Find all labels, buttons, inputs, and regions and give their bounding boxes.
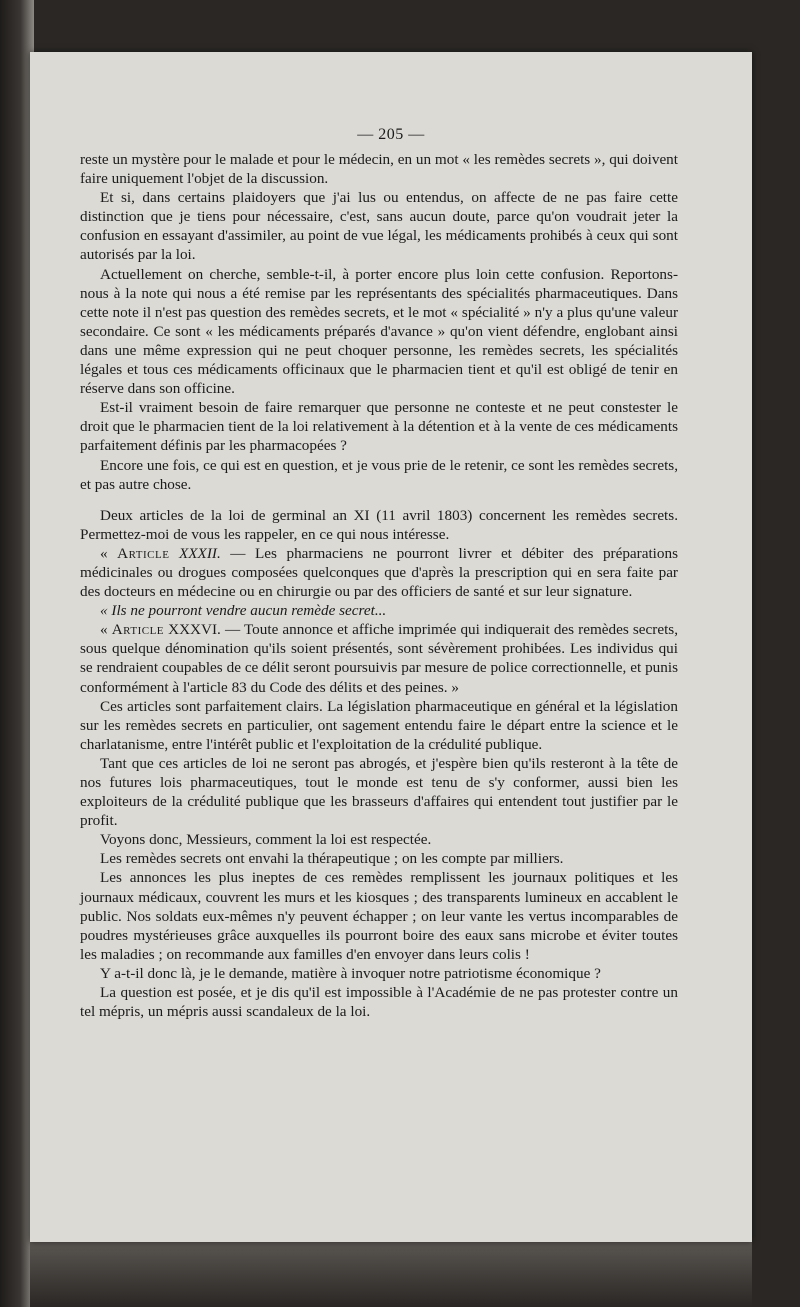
article-number: XXXII. bbox=[169, 544, 221, 562]
paragraph: Deux articles de la loi de germinal an XI (11 avril 1803) concernent les remèdes secrets. Permettez-moi de vous les rappeler, en ce qui nous intéresse. bbox=[80, 506, 678, 543]
article-text: XXXVI. — Toute annonce et affiche imprimée qui indiquerait des remèdes secrets, sous quelque dénomination qu'ils soient présentés, sont sévèrement prohibées. Les individus qui se rendraient coupables de ce délit seront poursuivis par mesure de police correctionnelle, et punis conformément à l'article 83 du Code des délits et des peines. » bbox=[80, 621, 678, 696]
body-text bbox=[80, 150, 678, 1021]
book-binding-edge bbox=[0, 0, 34, 1307]
book-page bbox=[30, 52, 752, 1242]
paragraph: Ces articles sont parfaitement clairs. La législation pharmaceutique en général et la législation sur les remèdes secrets en particulier, ont sagement entendu faire le départ entre la science et le charlatanisme, entre l'intérêt public et l'exploitation de la crédulité publique. bbox=[80, 697, 678, 753]
page-number: — 205 — bbox=[357, 126, 425, 143]
paragraph: La question est posée, et je dis qu'il est impossible à l'Académie de ne pas protester contre un tel mépris, un mépris aussi scandaleux de la loi. bbox=[80, 984, 678, 1021]
article-text: — Les pharmaciens ne pourront livrer et débiter des préparations médicinales ou drogues composées quelconques que d'après la prescription qui en sera faite par des docteurs en médecine ou en chirurgie ou par des officiers de santé et sur leur signature. bbox=[80, 544, 679, 601]
paragraph: Voyons donc, Messieurs, comment la loi est respectée. bbox=[100, 831, 432, 849]
quote-open: « bbox=[100, 544, 118, 562]
article-quote-italic: « Ils ne pourront vendre aucun remède secret... bbox=[100, 602, 387, 620]
article-quote bbox=[80, 544, 678, 601]
quote-open: « bbox=[100, 621, 112, 639]
article-quote bbox=[80, 620, 678, 696]
paragraph: Les remèdes secrets ont envahi la thérapeutique ; on les compte par milliers. bbox=[100, 850, 564, 868]
paragraph: Les annonces les plus ineptes de ces remèdes remplissent les journaux politiques et les journaux médicaux, couvrent les murs et les kiosques ; des transparents lumineux en accablent le public. Nos soldats eux-mêmes n'y peuvent échapper ; on leur vante les vertus incomparables de poudres mystérieuses grâce auxquelles ils pourront boire des eaux sans microbe et éviter toutes les maladies ; on recommande aux familles d'en envoyer dans leurs colis ! bbox=[80, 869, 678, 963]
paragraph: Tant que ces articles de loi ne seront pas abrogés, et j'espère bien qu'ils resteront à la tête de nos futures lois pharmaceutiques, tout le monde est tenu de s'y conformer, aussi bien les exploiteurs de la crédulité publique que les brasseurs d'affaires qui entendent tout justifier par le profit. bbox=[80, 754, 678, 830]
article-label: Article bbox=[111, 621, 165, 639]
paragraph: Et si, dans certains plaidoyers que j'ai lus ou entendus, on affecte de ne pas faire cette distinction que je tiens pour nécessaire, c'est, sans aucun doute, parce qu'on voudrait jeter la confusion en essayant d'assimiler, au point de vue légal, les médicaments prohibés à ceux qui sont autorisés par la loi. bbox=[80, 189, 678, 264]
paragraph: reste un mystère pour le malade et pour le médecin, en un mot « les remèdes secrets », qui doivent faire uniquement l'objet de la discussion. bbox=[80, 151, 678, 188]
article-label: Article bbox=[117, 544, 170, 562]
paragraph: Encore une fois, ce qui est en question, et je vous prie de le retenir, ce sont les remèdes secrets, et pas autre chose. bbox=[80, 456, 678, 493]
page-bottom-shadow bbox=[30, 1242, 752, 1307]
paragraph: Y a-t-il donc là, je le demande, matière à invoquer notre patriotisme économique ? bbox=[100, 964, 601, 982]
paragraph: Actuellement on cherche, semble-t-il, à porter encore plus loin cette confusion. Reportons-nous à la note qui nous a été remise par les représentants des spécialités pharmaceutiques. Dans cette note il n'est pas question des remèdes secrets, et le mot « spécialité » n'y a plus qu'une valeur secondaire. Ce sont « les médicaments préparés d'avance » qu'on vient défendre, englobant ainsi dans une même expression qui ne peut choquer personne, les remèdes secrets, les spécialités légales et tous ces médicaments officinaux que le pharmacien tient et qu'il est obligé de tenir en réserve dans son officine. bbox=[80, 265, 678, 398]
paragraph: Est-il vraiment besoin de faire remarquer que personne ne conteste et ne peut constester le droit que le pharmacien tient de la loi relativement à la détention et à la vente de ces médicaments parfaitement définis par les pharmacopées ? bbox=[80, 399, 678, 455]
